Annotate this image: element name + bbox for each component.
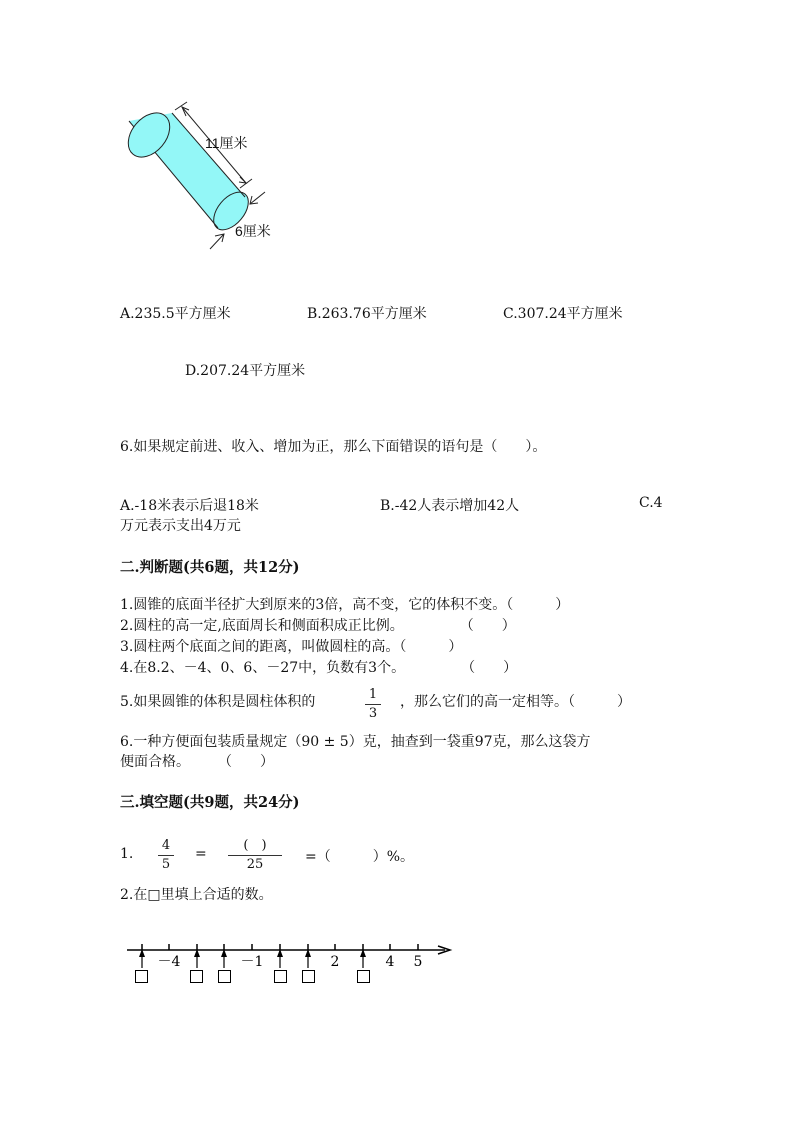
fraction-denominator: 25 bbox=[246, 857, 264, 872]
number-line-label: 4 bbox=[385, 954, 395, 970]
fill-q1-fraction-2[interactable] bbox=[228, 838, 282, 873]
answer-box[interactable] bbox=[302, 970, 315, 983]
q6-option-b[interactable]: B.-42人表示增加42人 bbox=[380, 498, 520, 514]
answer-box[interactable] bbox=[190, 970, 203, 983]
diameter-arrow-top bbox=[250, 192, 265, 204]
q6-option-c[interactable]: C.4 bbox=[639, 495, 663, 511]
number-line-label: －1 bbox=[240, 954, 264, 970]
cylinder-length-label: 11厘米 bbox=[205, 135, 248, 151]
judge-item-5-end: ，那么它们的高一定相等。（ ） bbox=[400, 694, 631, 710]
judge-item-5-start: 5.如果圆锥的体积是圆柱体积的 bbox=[120, 694, 316, 710]
fraction-numerator-blank[interactable]: ( ) bbox=[243, 838, 267, 853]
answer-box[interactable] bbox=[135, 970, 148, 983]
q5-option-d[interactable]: D.207.24平方厘米 bbox=[185, 363, 306, 379]
number-line-label: －4 bbox=[157, 954, 181, 970]
judge-item-3: 3.圆柱两个底面之间的距离，叫做圆柱的高。（ ） bbox=[120, 639, 463, 655]
fraction-numerator: 4 bbox=[161, 838, 171, 853]
q5-option-b[interactable]: B.263.76平方厘米 bbox=[307, 306, 427, 322]
answer-box[interactable] bbox=[357, 970, 370, 983]
fraction-denominator: 5 bbox=[161, 857, 171, 872]
number-line bbox=[120, 935, 460, 995]
answer-box[interactable] bbox=[274, 970, 287, 983]
fill-q1-fraction-1 bbox=[158, 838, 174, 873]
fill-q1-tail: =（ ）%。 bbox=[305, 849, 415, 865]
judge-item-6-line1: 6.一种方便面包装质量规定（90 ± 5）克，抽查到一袋重97克，那么这袋方 bbox=[120, 734, 591, 750]
fraction-denominator: 3 bbox=[368, 706, 378, 721]
q5-option-a[interactable]: A.235.5平方厘米 bbox=[120, 306, 231, 322]
fraction-numerator: 1 bbox=[368, 687, 378, 702]
q5-option-c[interactable]: C.307.24平方厘米 bbox=[503, 306, 623, 322]
q6-option-c-continued: 万元表示支出4万元 bbox=[120, 518, 241, 534]
judge-item-2: 2.圆柱的高一定,底面周长和侧面积成正比例。 （ ） bbox=[120, 618, 516, 634]
judge-item-4: 4.在8.2、－4、0、6、－27中，负数有3个。 （ ） bbox=[120, 660, 518, 676]
section2-title: 二.判断题(共6题，共12分) bbox=[120, 559, 300, 576]
q6-option-a[interactable]: A.-18米表示后退18米 bbox=[120, 498, 259, 514]
fill-q1-label: 1. bbox=[120, 846, 134, 862]
section3-title: 三.填空题(共9题，共24分) bbox=[120, 794, 300, 811]
judge-item-1: 1.圆锥的底面半径扩大到原来的3倍，高不变，它的体积不变。（ ） bbox=[120, 597, 570, 613]
fill-q2-text: 2.在□里填上合适的数。 bbox=[120, 887, 273, 903]
cylinder-diameter-label: 6厘米 bbox=[235, 223, 271, 239]
number-line-label: 5 bbox=[413, 954, 423, 970]
number-line-label: 2 bbox=[330, 954, 340, 970]
judge-item-6-line2: 便面合格。 （ ） bbox=[120, 754, 274, 770]
q6-question: 6.如果规定前进、收入、增加为正，那么下面错误的语句是（ ）。 bbox=[120, 439, 547, 455]
judge-item-5-fraction bbox=[365, 687, 381, 722]
fill-q1-equals: = bbox=[195, 846, 207, 862]
answer-box[interactable] bbox=[218, 970, 231, 983]
